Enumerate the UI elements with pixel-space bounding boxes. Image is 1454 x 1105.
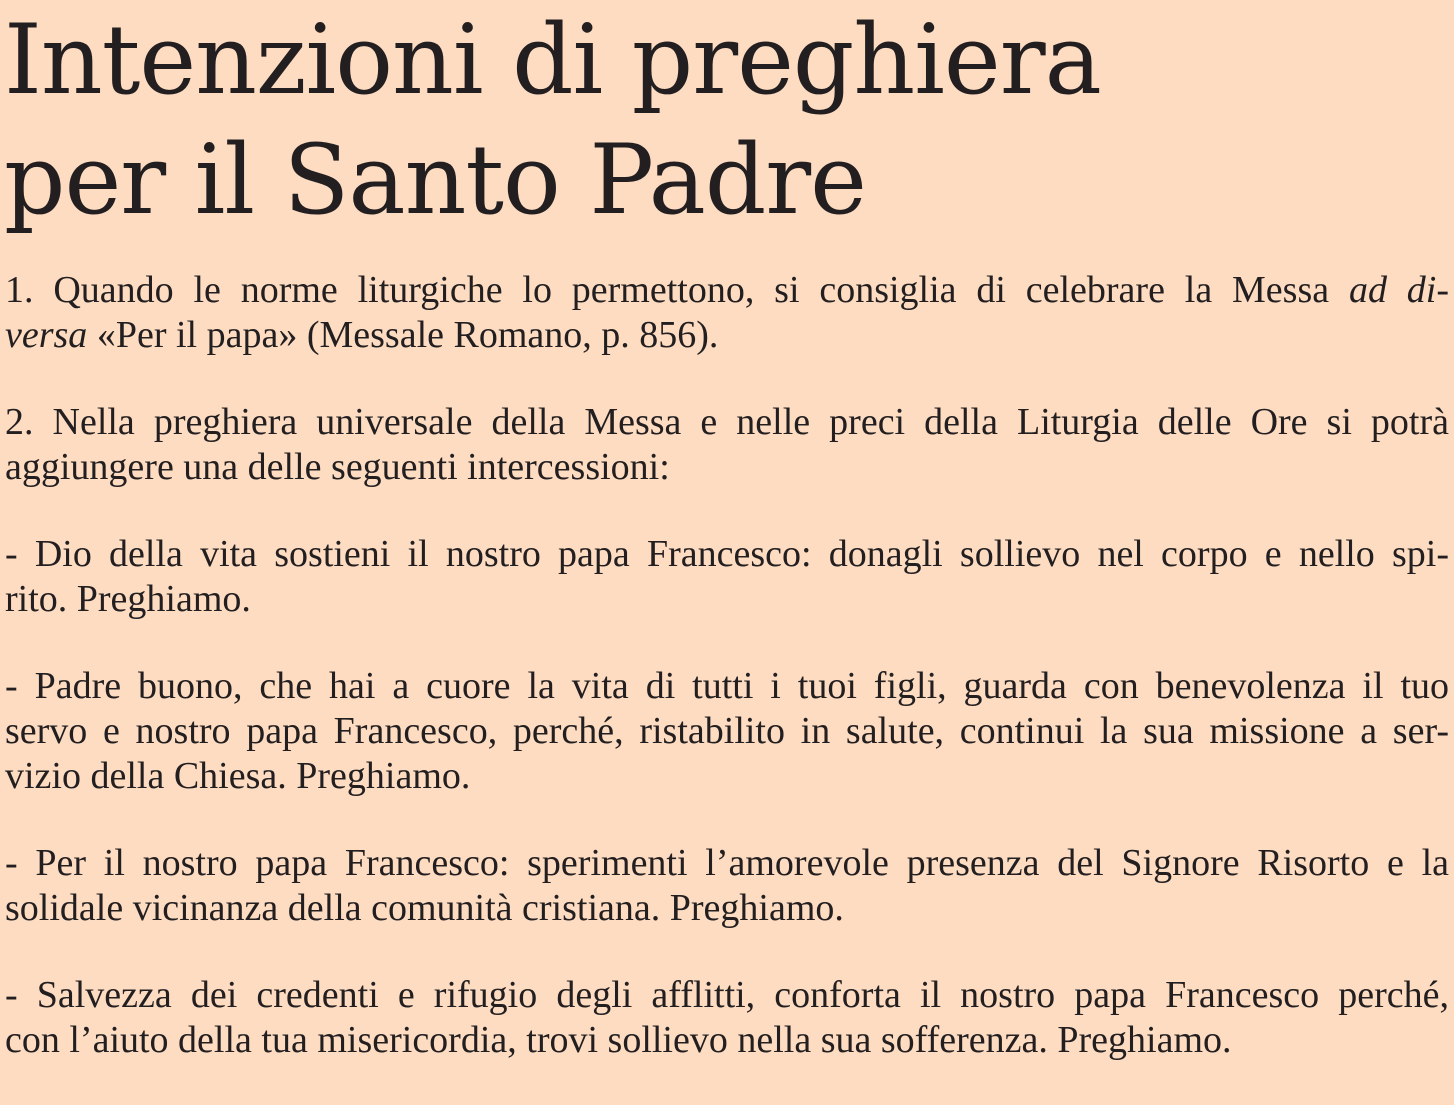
paragraph-line: aggiungere una delle seguenti intercessioni: xyxy=(5,446,670,488)
paragraph-line: solidale vicinanza della comunità cristiana. Preghiamo. xyxy=(5,887,844,929)
text-run: 1. Quando le norme liturgiche lo permettono, si consiglia di celebrare la Messa xyxy=(5,269,1349,311)
paragraph-line: 2. Nella preghiera universale della Messa e nelle preci della Liturgia delle Ore si potrà xyxy=(5,401,1449,443)
intercession-item xyxy=(5,532,1449,622)
paragraph-line: vizio della Chiesa. Preghiamo. xyxy=(5,755,471,797)
title-line-1: Intenzioni di preghiera xyxy=(4,4,1101,116)
paragraph-line: - Per il nostro papa Francesco: sperimenti l’amorevole presenza del Signore Risorto e la xyxy=(5,842,1449,884)
title-line-2: per il Santo Padre xyxy=(4,124,866,236)
paragraph-line: - Dio della vita sostieni il nostro papa Francesco: donagli sollievo nel corpo e nello spi- xyxy=(5,533,1449,575)
paragraph-mass-note xyxy=(5,268,1449,358)
article-body xyxy=(5,268,1449,1105)
paragraph-intercessions-intro xyxy=(5,400,1449,490)
paragraph-line: servo e nostro papa Francesco, perché, ristabilito in salute, continui la sua missione a ser- xyxy=(5,710,1449,752)
paragraph-line: - Padre buono, che hai a cuore la vita di tutti i tuoi figli, guarda con benevolenza il tuo xyxy=(5,665,1449,707)
intercession-item xyxy=(5,973,1449,1063)
paragraph-line xyxy=(5,313,1449,358)
italic-text-run: versa xyxy=(5,314,88,356)
paragraph-line: - Salvezza dei credenti e rifugio degli afflitti, conforta il nostro papa Francesco perché, xyxy=(5,974,1449,1016)
paragraph-line: con l’aiuto della tua misericordia, trovi sollievo nella sua sofferenza. Preghiamo. xyxy=(5,1019,1232,1061)
intercession-item xyxy=(5,841,1449,931)
paragraph-line xyxy=(5,268,1449,313)
page-title xyxy=(4,0,1444,240)
intercession-item xyxy=(5,664,1449,799)
paragraph-line: rito. Preghiamo. xyxy=(5,578,251,620)
italic-text-run: ad di- xyxy=(1348,269,1449,311)
text-run: «Per il papa» (Messale Romano, p. 856). xyxy=(87,314,719,356)
